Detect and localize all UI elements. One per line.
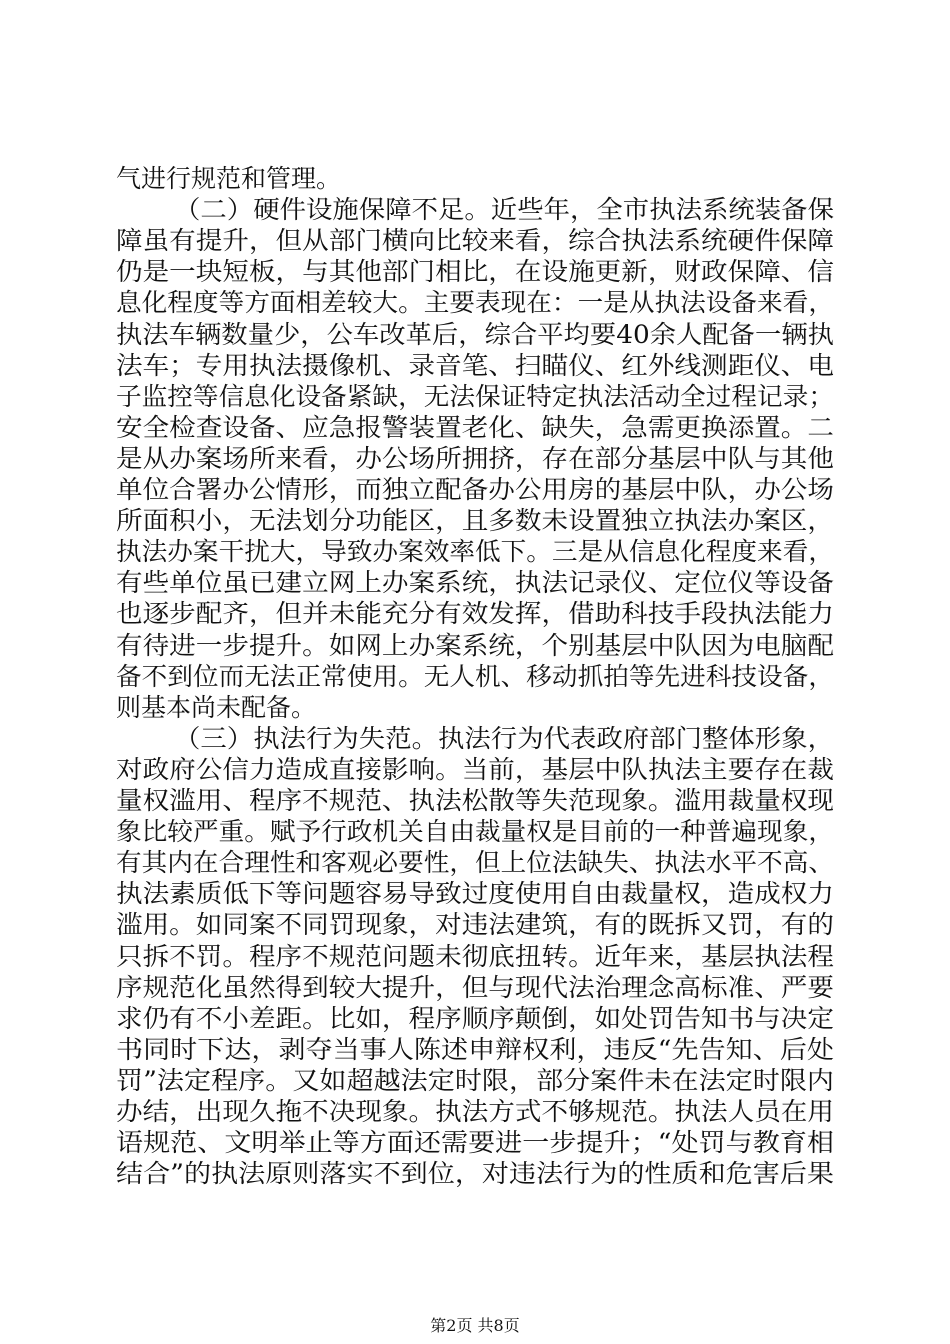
body-text-line: 办结，出现久拖不决现象。执法方式不够规范。执法人员在用	[116, 1097, 834, 1126]
body-text-line: 有些单位虽已建立网上办案系统，执法记录仪、定位仪等设备	[116, 568, 834, 597]
body-text-line: 息化程度等方面相差较大。主要表现在：一是从执法设备来看，	[116, 288, 834, 317]
body-text-line: 仍是一块短板，与其他部门相比，在设施更新，财政保障、信	[116, 257, 834, 286]
body-text-line: 序规范化虽然得到较大提升，但与现代法治理念高标准、严要	[116, 973, 834, 1002]
body-text-line: 也逐步配齐，但并未能充分有效发挥，借助科技手段执法能力	[116, 599, 834, 628]
body-text-line: 象比较严重。赋予行政机关自由裁量权是目前的一种普遍现象，	[116, 817, 834, 846]
body-text-line: 书同时下达，剥夺当事人陈述申辩权利，违反“先告知、后处	[116, 1035, 834, 1064]
body-text-line: 结合”的执法原则落实不到位，对违法行为的性质和危害后果	[116, 1159, 834, 1188]
body-text-line: （三）执法行为失范。执法行为代表政府部门整体形象，	[174, 724, 834, 753]
body-text-line: 单位合署办公情形，而独立配备办公用房的基层中队，办公场	[116, 475, 834, 504]
body-text-line: 对政府公信力造成直接影响。当前，基层中队执法主要存在裁	[116, 755, 834, 784]
body-text-line: 只拆不罚。程序不规范问题未彻底扭转。近年来，基层执法程	[116, 942, 834, 971]
body-text-line: 子监控等信息化设备紧缺，无法保证特定执法活动全过程记录；	[116, 382, 834, 411]
body-text-line: 滥用。如同案不同罚现象，对违法建筑，有的既拆又罚，有的	[116, 910, 834, 939]
body-text-line: （二）硬件设施保障不足。近些年，全市执法系统装备保	[174, 195, 834, 224]
body-text-line: 所面积小，无法划分功能区，且多数未设置独立执法办案区，	[116, 506, 834, 535]
body-text-line: 气进行规范和管理。	[116, 164, 342, 193]
body-text-line: 法车；专用执法摄像机、录音笔、扫瞄仪、红外线测距仪、电	[116, 351, 834, 380]
body-text-line: 安全检查设备、应急报警装置老化、缺失，急需更换添置。二	[116, 413, 834, 442]
body-text-line: 执法素质低下等问题容易导致过度使用自由裁量权，造成权力	[116, 879, 834, 908]
body-text-line: 执法车辆数量少，公车改革后，综合平均要40余人配备一辆执	[116, 320, 834, 349]
page-footer: 第2页 共8页	[430, 1316, 520, 1335]
body-text-line: 罚”法定程序。又如超越法定时限，部分案件未在法定时限内	[116, 1066, 834, 1095]
body-text-line: 则基本尚未配备。	[116, 693, 317, 722]
body-text-line: 求仍有不小差距。比如，程序顺序颠倒，如处罚告知书与决定	[116, 1004, 834, 1033]
body-text-line: 有待进一步提升。如网上办案系统，个别基层中队因为电脑配	[116, 631, 834, 660]
body-text-line: 是从办案场所来看，办公场所拥挤，存在部分基层中队与其他	[116, 444, 834, 473]
body-text-line: 量权滥用、程序不规范、执法松散等失范现象。滥用裁量权现	[116, 786, 834, 815]
body-text-line: 语规范、文明举止等方面还需要进一步提升；“处罚与教育相	[116, 1128, 834, 1157]
body-text-line: 有其内在合理性和客观必要性，但上位法缺失、执法水平不高、	[116, 848, 834, 877]
body-text-line: 障虽有提升，但从部门横向比较来看，综合执法系统硬件保障	[116, 226, 834, 255]
body-text-line: 执法办案干扰大，导致办案效率低下。三是从信息化程度来看，	[116, 537, 834, 566]
body-text-line: 备不到位而无法正常使用。无人机、移动抓拍等先进科技设备，	[116, 662, 834, 691]
